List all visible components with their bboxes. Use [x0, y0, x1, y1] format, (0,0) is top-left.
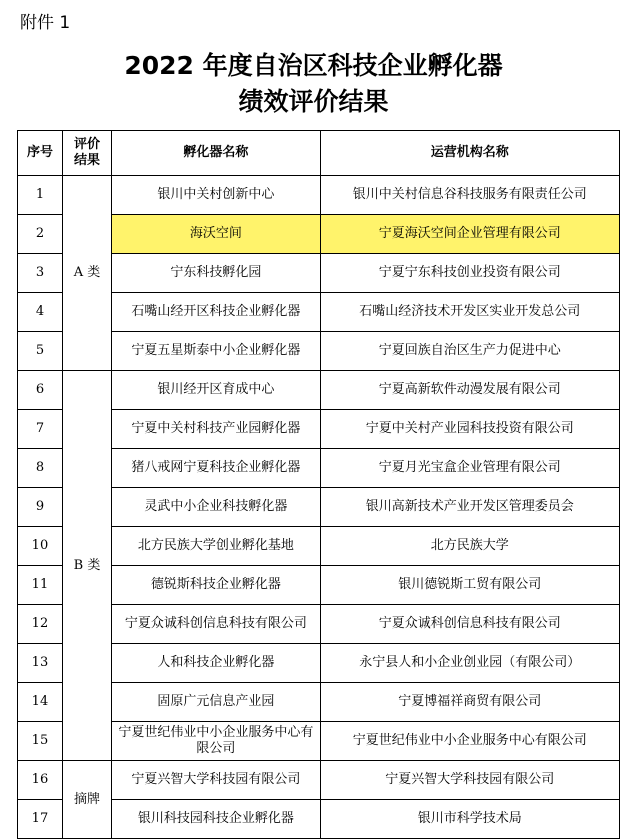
row-no: 11 — [18, 566, 63, 605]
row-no: 1 — [18, 176, 63, 215]
row-no: 12 — [18, 605, 63, 644]
table-header-row — [18, 131, 620, 176]
page-title-line1: 2022 年度自治区科技企业孵化器 — [124, 51, 503, 80]
attachment-label: 附件 1 — [20, 13, 71, 33]
header-eval — [62, 131, 111, 176]
row-no: 10 — [18, 527, 63, 566]
row-incubator: 猪八戒网宁夏科技企业孵化器 — [112, 449, 321, 488]
row-incubator: 德锐斯科技企业孵化器 — [112, 566, 321, 605]
row-operator: 银川中关村信息谷科技服务有限责任公司 — [320, 176, 619, 215]
row-incubator: 宁夏五星斯泰中小企业孵化器 — [112, 332, 321, 371]
row-incubator: 银川科技园科技企业孵化器 — [112, 800, 321, 839]
row-incubator: 银川经开区育成中心 — [112, 371, 321, 410]
row-operator: 宁夏世纪伟业中小企业服务中心有限公司 — [320, 722, 619, 761]
row-incubator: 北方民族大学创业孵化基地 — [112, 527, 321, 566]
row-operator: 宁夏宁东科技创业投资有限公司 — [320, 254, 619, 293]
row-operator: 宁夏博福祥商贸有限公司 — [320, 683, 619, 722]
results-table — [17, 130, 620, 839]
row-incubator: 宁夏众诚科创信息科技有限公司 — [112, 605, 321, 644]
row-operator: 宁夏海沃空间企业管理有限公司 — [320, 215, 619, 254]
row-incubator: 宁夏中关村科技产业园孵化器 — [112, 410, 321, 449]
row-operator: 宁夏众诚科创信息科技有限公司 — [320, 605, 619, 644]
row-incubator: 石嘴山经开区科技企业孵化器 — [112, 293, 321, 332]
row-no: 16 — [18, 761, 63, 800]
row-incubator: 宁夏世纪伟业中小企业服务中心有限公司 — [112, 722, 321, 761]
row-operator: 银川高新技术产业开发区管理委员会 — [320, 488, 619, 527]
header-no: 序号 — [18, 131, 63, 176]
header-incubator: 孵化器名称 — [112, 131, 321, 176]
row-operator: 宁夏回族自治区生产力促进中心 — [320, 332, 619, 371]
row-no: 6 — [18, 371, 63, 410]
row-no: 14 — [18, 683, 63, 722]
row-incubator: 灵武中小企业科技孵化器 — [112, 488, 321, 527]
group-revoked: 摘牌 — [62, 761, 111, 839]
row-no: 15 — [18, 722, 63, 761]
row-no: 17 — [18, 800, 63, 839]
group-a: A 类 — [62, 176, 111, 371]
row-operator: 银川市科学技术局 — [320, 800, 619, 839]
group-b: B 类 — [62, 371, 111, 761]
row-operator: 石嘴山经济技术开发区实业开发总公司 — [320, 293, 619, 332]
page-title-line2: 绩效评价结果 — [238, 87, 389, 116]
row-operator: 宁夏中关村产业园科技投资有限公司 — [320, 410, 619, 449]
table-row — [18, 761, 620, 800]
row-no: 13 — [18, 644, 63, 683]
row-incubator: 宁夏兴智大学科技园有限公司 — [112, 761, 321, 800]
row-no: 3 — [18, 254, 63, 293]
row-no: 2 — [18, 215, 63, 254]
row-operator: 宁夏高新软件动漫发展有限公司 — [320, 371, 619, 410]
header-eval-line2: 结果 — [73, 153, 100, 168]
table-row — [18, 371, 620, 410]
row-operator: 宁夏月光宝盒企业管理有限公司 — [320, 449, 619, 488]
row-no: 4 — [18, 293, 63, 332]
row-no: 8 — [18, 449, 63, 488]
row-incubator: 固原广元信息产业园 — [112, 683, 321, 722]
row-incubator: 银川中关村创新中心 — [112, 176, 321, 215]
row-no: 5 — [18, 332, 63, 371]
row-no: 9 — [18, 488, 63, 527]
row-operator: 北方民族大学 — [320, 527, 619, 566]
row-incubator: 人和科技企业孵化器 — [112, 644, 321, 683]
header-operator: 运营机构名称 — [320, 131, 619, 176]
row-incubator: 海沃空间 — [112, 215, 321, 254]
row-operator: 宁夏兴智大学科技园有限公司 — [320, 761, 619, 800]
header-eval-line1: 评价 — [73, 137, 100, 152]
table-row — [18, 176, 620, 215]
row-operator: 银川德锐斯工贸有限公司 — [320, 566, 619, 605]
row-incubator: 宁东科技孵化园 — [112, 254, 321, 293]
row-operator: 永宁县人和小企业创业园（有限公司） — [320, 644, 619, 683]
row-no: 7 — [18, 410, 63, 449]
